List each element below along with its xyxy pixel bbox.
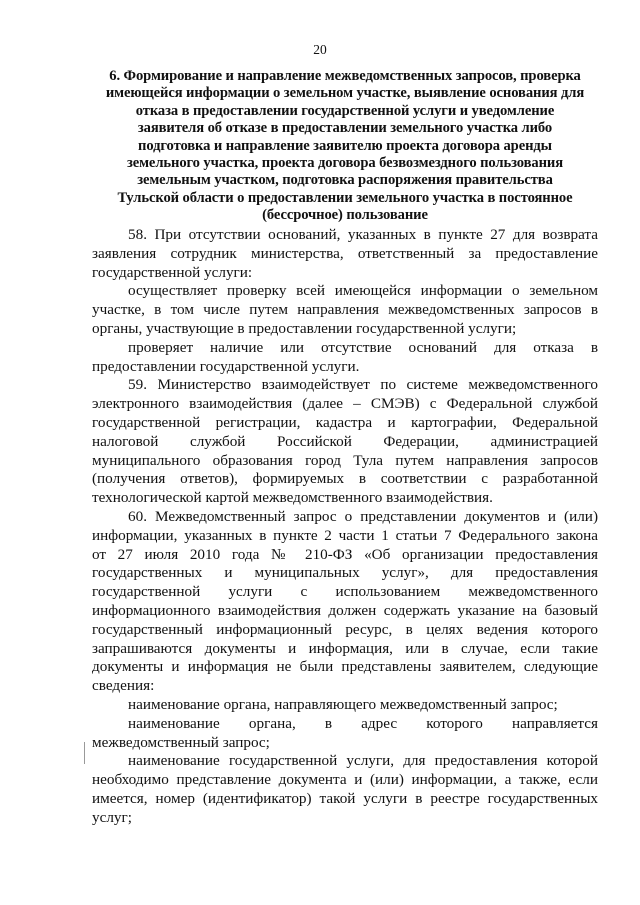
heading-line: имеющейся информации о земельном участке, выявление основания для <box>105 85 585 102</box>
heading-line: земельным участком, подготовка распоряжения правительства <box>137 172 553 189</box>
body-text <box>92 226 598 828</box>
body-line: имеется, номер (идентификатор) такой услуги в реестре государственных <box>92 789 598 807</box>
heading-line: подготовка и направление заявителю проекта договора аренды <box>138 137 552 154</box>
body-line: налоговой службой Российской Федерации, администрацией <box>92 432 598 450</box>
body-line: участке, в том числе путем направления межведомственных запросов в <box>92 301 598 319</box>
body-line: заявления сотрудник министерства, ответственный за предоставление <box>92 244 598 262</box>
body-line: (получения ответов), формируемых в соответствии с разработанной <box>92 470 598 488</box>
body-line: государственный информационный ресурс, в целях ведения которого <box>92 620 598 638</box>
body-line: от 27 июля 2010 года № 210-ФЗ «Об организации предоставления <box>92 545 598 563</box>
body-line: сведения: <box>92 677 155 695</box>
body-line: услуг; <box>92 808 132 826</box>
body-line: муниципального образования город Тула путем направления запросов <box>92 451 598 469</box>
margin-mark <box>84 742 85 764</box>
heading-line: земельного участка, проекта договора безвозмездного пользования <box>126 155 564 172</box>
body-line: информационного взаимодействия должен содержать указание на базовый <box>92 601 598 619</box>
body-line: межведомственный запрос; <box>92 733 270 751</box>
body-line: 58. При отсутствии оснований, указанных в пункте 27 для возврата <box>128 226 598 243</box>
body-line: наименование органа, направляющего межведомственный запрос; <box>128 695 558 713</box>
heading-line: заявителя об отказе в предоставлении земельного участка либо <box>137 120 553 137</box>
body-line: необходимо представление документа и (или) информации, а также, если <box>92 771 598 789</box>
body-line: 59. Министерство взаимодействует по системе межведомственного <box>128 376 598 394</box>
page-number: 20 <box>313 42 327 57</box>
heading-line: Тульской области о предоставлении земельного участка в постоянное <box>117 189 573 206</box>
heading-line: отказа в предоставлении государственной услуги и уведомление <box>135 102 555 119</box>
body-line: органы, участвующие в предоставлении государственной услуги; <box>92 319 517 337</box>
heading-line: 6. Формирование и направление межведомственных запросов, проверка <box>109 68 581 84</box>
heading-line: (бессрочное) пользование <box>262 207 428 224</box>
body-line: осуществляет проверку всей имеющейся информации о земельном <box>128 282 598 300</box>
body-line: предоставлении государственной услуги. <box>92 357 360 375</box>
body-line: наименование государственной услуги, для предоставления которой <box>128 752 598 770</box>
body-line: проверяет наличие или отсутствие оснований для отказа в <box>128 338 598 356</box>
body-line: документы и информация не были представлены заявителем, следующие <box>92 658 598 676</box>
body-line: наименование органа, в адрес которого направляется <box>128 714 598 732</box>
body-line: государственной регистрации, кадастра и картографии, Федеральной <box>92 413 598 431</box>
body-line: технологической картой межведомственного взаимодействия. <box>92 489 493 507</box>
body-line: 60. Межведомственный запрос о представлении документов и (или) <box>128 507 598 525</box>
body-line: государственной услуги: <box>92 263 253 281</box>
body-line: государственной услуги с использованием межведомственного <box>92 583 598 601</box>
body-line: государственных и муниципальных услуг», для предоставления <box>92 564 598 582</box>
body-line: информации, указанных в пункте 2 части 1 статьи 7 Федерального закона <box>92 526 598 544</box>
body-line: электронного взаимодействия (далее – СМЭВ) с Федеральной службой <box>92 395 598 413</box>
body-line: запрашиваются документы и информация, или в случае, если такие <box>92 639 598 657</box>
section-heading <box>92 68 598 225</box>
